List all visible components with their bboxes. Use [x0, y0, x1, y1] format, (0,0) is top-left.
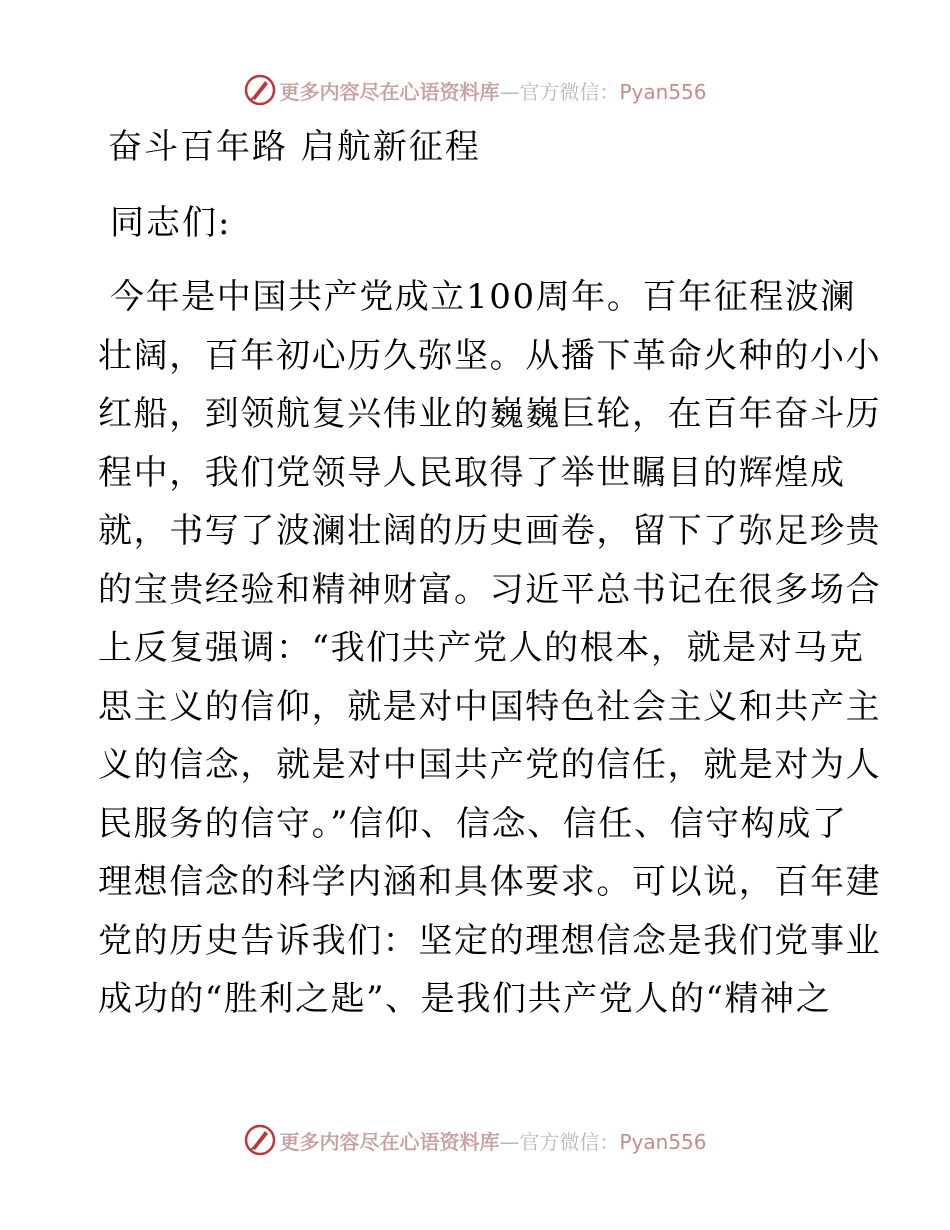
document-title: 奋斗百年路 启航新征程: [108, 127, 481, 167]
banner-content: [243, 73, 706, 107]
document-greeting: 同志们:: [110, 203, 232, 243]
paragraph-line: 今年是中国共产党成立100周年。百年征程波澜: [110, 277, 857, 317]
banner-content: [243, 1123, 706, 1157]
paragraph-line: 上反复强调：“我们共产党人的根本，就是对马克: [98, 628, 865, 668]
paragraph-line: 程中，我们党领导人民取得了举世瞩目的辉煌成: [98, 452, 846, 493]
banner-text: [279, 1126, 706, 1155]
banner-slogan: 更多内容尽在心语资料库: [279, 79, 500, 104]
paragraph-line: 理想信念的科学内涵和具体要求。可以说，百年建: [98, 862, 882, 902]
header-banner: [0, 70, 950, 110]
footer-banner: [0, 1120, 950, 1160]
paragraph-line: 就，书写了波澜壮阔的历史画卷，留下了弥足珍贵: [98, 511, 882, 551]
paragraph-line: 的宝贵经验和精神财富。习近平总书记在很多场合: [98, 569, 882, 610]
quill-pen-logo-icon: [243, 1123, 277, 1157]
banner-slogan: 更多内容尽在心语资料库: [279, 1129, 500, 1154]
banner-wechat-label: —官方微信：: [499, 1129, 620, 1154]
paragraph-line: 思主义的信仰，就是对中国特色社会主义和共产主: [98, 686, 882, 727]
paragraph-line: 成功的“胜利之匙”、是我们共产党人的“精神之: [98, 979, 832, 1019]
document-body: [98, 118, 882, 1029]
paragraph-line: 民服务的信守。”信仰、信念、信任、信守构成了: [98, 803, 848, 844]
paragraph-line: 义的信念，就是对中国共产党的信任，就是对为人: [98, 745, 882, 785]
banner-wechat-label: —官方微信：: [499, 79, 620, 104]
banner-wechat-id: Pyan556: [619, 1129, 707, 1154]
banner-text: [279, 76, 706, 105]
paragraph-line: 壮阔，百年初心历久弥坚。从播下革命火种的小小: [98, 335, 882, 376]
paragraph-line: 党的历史告诉我们：坚定的理想信念是我们党事业: [98, 920, 882, 961]
banner-wechat-id: Pyan556: [619, 79, 707, 104]
quill-pen-logo-icon: [243, 73, 277, 107]
paragraph-line: 红船，到领航复兴伟业的巍巍巨轮，在百年奋斗历: [98, 394, 882, 434]
